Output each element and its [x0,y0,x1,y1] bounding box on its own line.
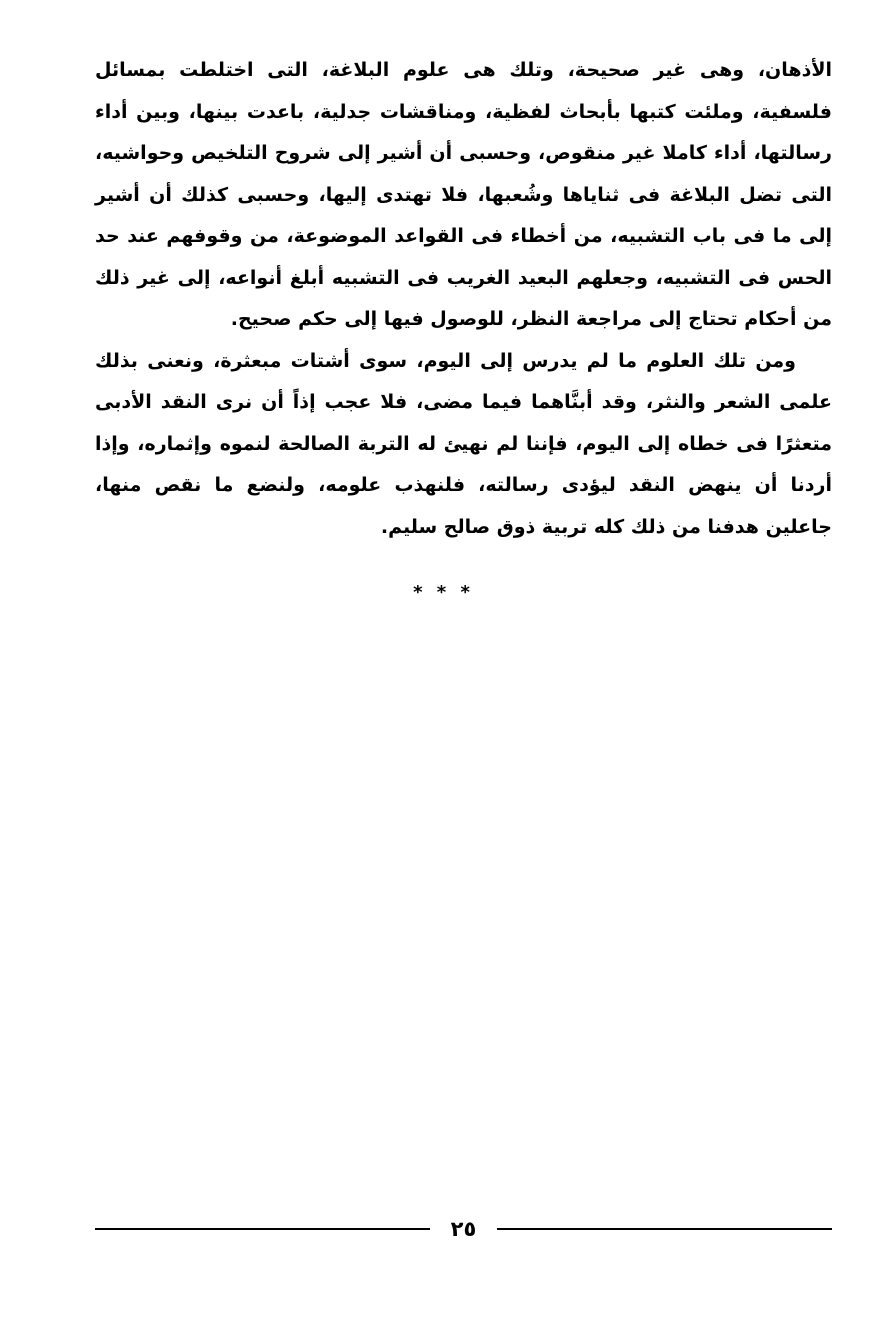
body-text [95,50,832,548]
paragraph-1: الأذهان، وهى غير صحيحة، وتلك هى علوم البلاغة، التى اختلطت بمسائل فلسفية، وملئت كتبها بأبحاث لفظية، ومناقشات جدلية، باعدت بينها، وبين أداء رسالتها، أداء كاملا غير منقوص، وحسبى أن أشير إلى شروح التلخيص وحواشيه، التى تضل البلاغة فى ثناياها وشُعبها، فلا تهتدى إليها، وحسبى كذلك أن أشير إلى ما فى باب التشبيه، من أخطاء فى القواعد الموضوعة، من وقوفهم عند حد الحس فى التشبيه، وجعلهم البعيد الغريب فى التشبيه أبلغ أنواعه، إلى غير ذلك من أحكام تحتاج إلى مراجعة النظر، للوصول فيها إلى حكم صحيح. [95,59,832,330]
page-number: ٢٥ [450,1217,477,1241]
paragraph-2: ومن تلك العلوم ما لم يدرس إلى اليوم، سوى أشتات مبعثرة، ونعنى بذلك علمى الشعر والنثر، وقد أبنَّاهما فيما مضى، فلا عجب إذاً أن نرى النقد الأدبى متعثرًا فى خطاه إلى اليوم، فإننا لم نهيئ له التربة الصالحة لنموه وإثماره، وإذا أردنا أن ينهض النقد ليؤدى رسالته، فلنهذب علومه، ولنضع ما نقص منها، جاعلين هدفنا من ذلك كله تربية ذوق صالح سليم. [95,349,832,538]
footer-rule-right [497,1228,832,1230]
section-divider: * * * [413,582,474,603]
page-footer [95,1212,832,1246]
footer-rule-left [95,1228,430,1230]
